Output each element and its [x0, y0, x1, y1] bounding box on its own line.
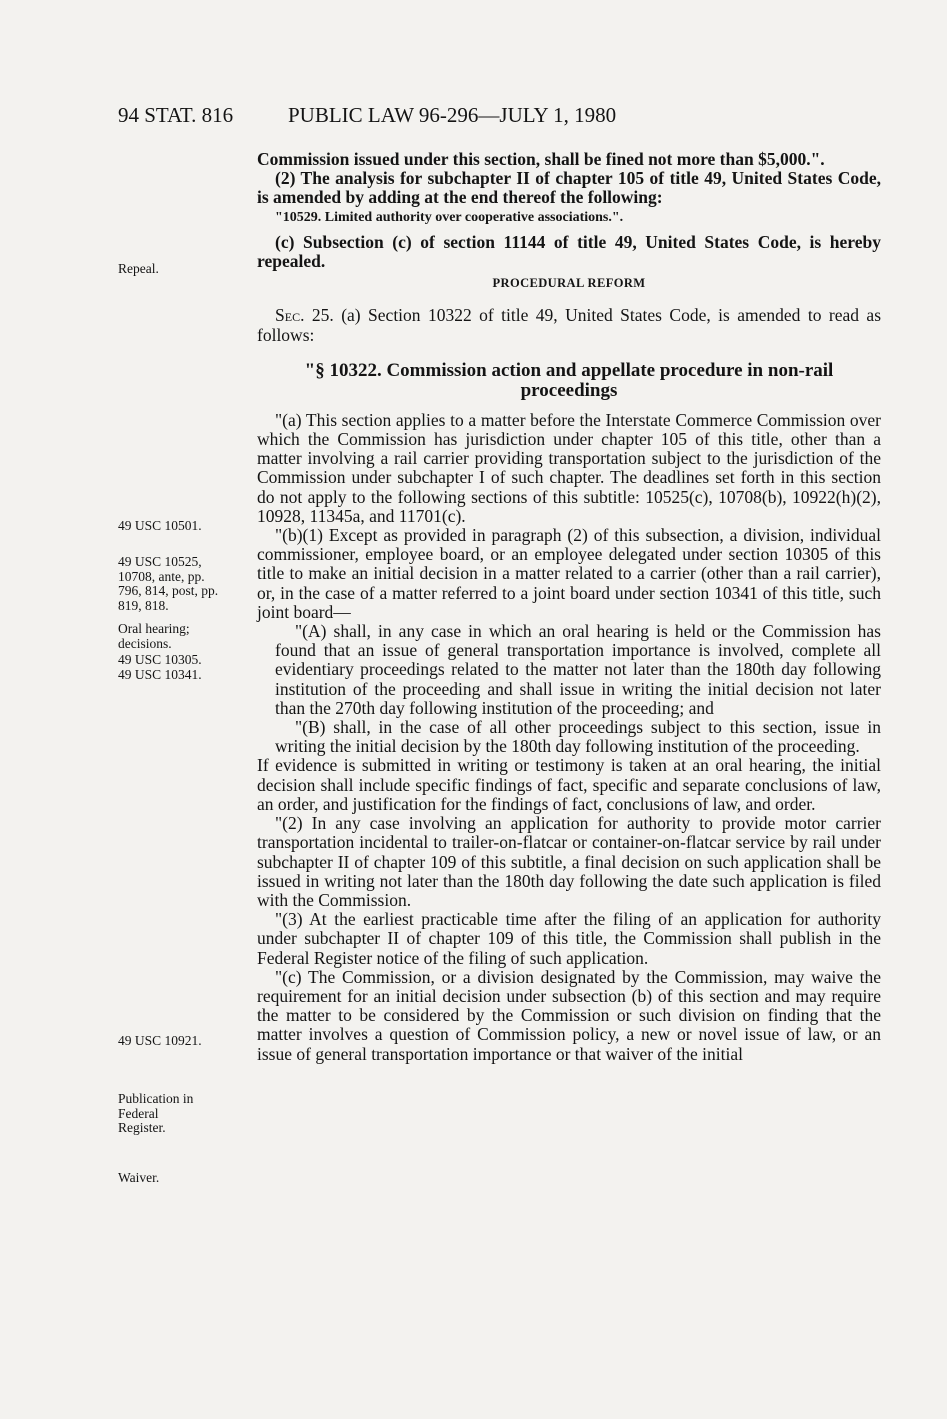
margin-note-waiver: Waiver.	[118, 1170, 160, 1185]
paragraph-analysis-amendment: (2) The analysis for subchapter II of chapter 105 of title 49, United States Code, is amended by adding at the end thereof the following:	[257, 168, 881, 208]
stat-page-number: 94 STAT. 816	[118, 103, 234, 127]
page-body	[257, 150, 881, 1064]
paragraph-subsection-a: "(a) This section applies to a matter before the Interstate Commerce Commission over which the Commission has jurisdiction under chapter 105 of this title, other than a matter involving a rail carrier providing transportation subject to the jurisdiction of the Commission under subchapter I of such chapter. The deadlines set forth in this section do not apply to the following sections of this subtitle: 10525(c), 10708(b), 10922(h)(2), 10928, 11345a, and 11701(c).	[257, 409, 881, 526]
section-heading-10322: "§ 10322. Commission action and appellate procedure in non-rail proceedings	[304, 359, 834, 401]
margin-note-usc-10305: 49 USC 10305.	[118, 652, 202, 667]
paragraph-evidence: If evidence is submitted in writing or testimony is taken at an oral hearing, the initial decision shall include specific findings of fact, specific and separate conclusions of law, an order, and justification for the findings of fact, conclusions of law, and order.	[257, 755, 881, 814]
paragraph-subsection-b3: "(3) At the earliest practicable time after the filing of an application for authority under subchapter II of chapter 109 of this title, the Commission shall publish in the Federal Register notice of the filing of such application.	[257, 909, 881, 968]
paragraph-clause-A: "(A) shall, in any case in which an oral hearing is held or the Commission has found that an issue of general transportation importance is involved, complete all evidentiary proceedings related to the matter not later than the 180th day following institution of the proceeding and shall issue in writing the initial decision not later than the 270th day following institution of the proceeding; and	[275, 621, 881, 718]
running-head: PUBLIC LAW 96-296—JULY 1, 1980	[288, 103, 617, 127]
paragraph-fine: Commission issued under this section, shall be fined not more than $5,000.".	[257, 149, 825, 169]
analysis-item-10529: "10529. Limited authority over cooperative associations.".	[275, 209, 624, 225]
paragraph-subsection-b2: "(2) In any case involving an application for authority to provide motor carrier transportation incidental to trailer-on-flatcar or container-on-flatcar service by rail under subchapter II of chapter 109 of this subtitle, a final decision on such application shall be issued in writing not later than the 180th day following the date such application is filed with the Commission.	[257, 813, 881, 910]
sec-25-text: 25. (a) Section 10322 of title 49, United States Code, is amended to read as follows:	[257, 305, 882, 345]
margin-note-usc-10921: 49 USC 10921.	[118, 1033, 202, 1048]
paragraph-subsection-c: "(c) The Commission, or a division designated by the Commission, may waive the requirement for an initial decision under subsection (b) of this section and may require the matter to be considered by the Commission or such division on finding that the matter involves a question of Commission policy, a new or novel issue of law, or an issue of general transportation importance or that waiver of the initial	[257, 966, 881, 1064]
margin-note-usc-10341: 49 USC 10341.	[118, 667, 202, 682]
paragraph-repeal: (c) Subsection (c) of section 11144 of title 49, United States Code, is hereby repealed.	[257, 231, 881, 272]
sec-label: Sec.	[275, 305, 305, 326]
paragraph-sec-25	[257, 306, 881, 344]
page-header	[118, 103, 758, 133]
margin-note-usc-10501: 49 USC 10501.	[118, 518, 202, 533]
paragraph-clause-B: "(B) shall, in the case of all other proceedings subject to this section, issue in writing the initial decision by the 180th day following institution of the proceeding.	[275, 717, 881, 757]
margin-note-publication: Publication in Federal Register.	[118, 1091, 194, 1135]
margin-note-repeal: Repeal.	[118, 261, 159, 276]
margin-note-usc-10525: 49 USC 10525, 10708, ante, pp. 796, 814, post, pp. 819, 818.	[118, 554, 219, 613]
margin-note-oral-hearing: Oral hearing; decisions.	[118, 621, 190, 651]
paragraph-subsection-b1: "(b)(1) Except as provided in paragraph (2) of this subsection, a division, individual commissioner, employee board, or an employee delegated under section 10305 of this title to make an initial decision in a matter related to a carrier (other than a rail carrier), or, in the case of a matter referred to a joint board under section 10341 of this title, such joint board—	[257, 525, 881, 622]
heading-procedural-reform: PROCEDURAL REFORM	[492, 276, 646, 291]
